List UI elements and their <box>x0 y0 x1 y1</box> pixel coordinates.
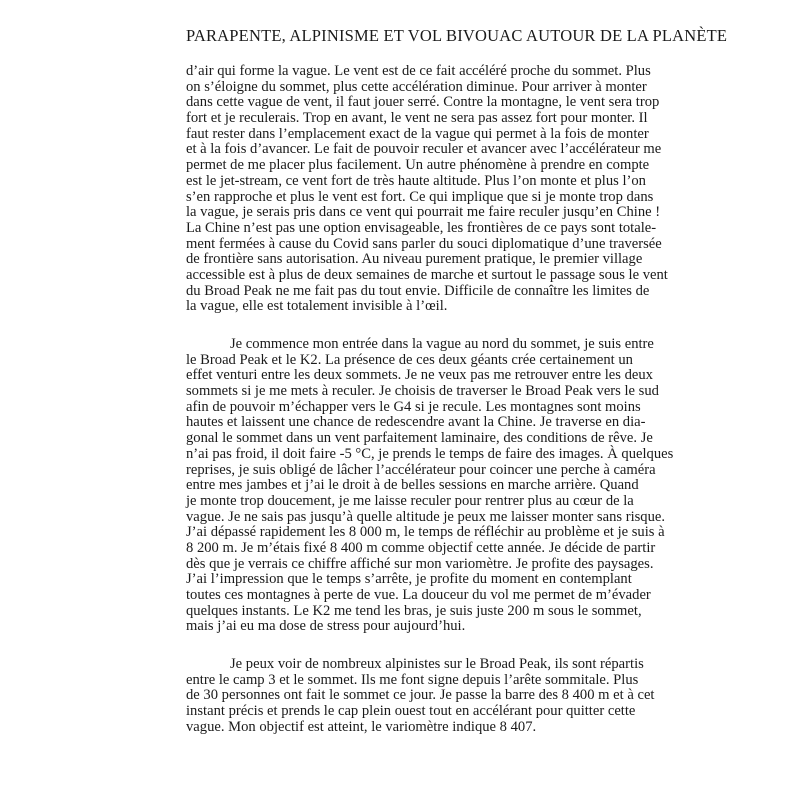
text-line: du Broad Peak ne me fait pas du tout envie. Difficile de connaître les limites de <box>186 282 650 299</box>
text-line: entre mes jambes et j’ai le droit à de belles sessions en marche arrière. Quand <box>186 477 639 494</box>
text-line: instant précis et prends le cap plein ouest tout en accélérant pour quitter cette <box>186 703 636 720</box>
text-line: de frontière sans autorisation. Au niveau purement pratique, le premier village <box>186 251 643 268</box>
text-line: le Broad Peak et le K2. La présence de ces deux géants crée certainement un <box>186 351 633 368</box>
text-line: d’air qui forme la vague. Le vent est de ce fait accéléré proche du sommet. Plus <box>186 63 651 79</box>
text-line: je monte trop doucement, je me laisse reculer pour rentrer plus au cœur de la <box>186 492 634 509</box>
text-line: fort et je reculerais. Trop en avant, le vent ne sera pas assez fort pour monter. Il <box>186 110 648 127</box>
running-header: PARAPENTE, ALPINISME ET VOL BIVOUAC AUTOUR DE LA PLANÈTE <box>186 26 728 45</box>
paragraph <box>186 336 674 635</box>
text-line: Je commence mon entrée dans la vague au nord du sommet, je suis entre <box>230 336 654 352</box>
text-line: faut rester dans l’emplacement exact de la vague qui permet à la fois de monter <box>186 125 649 142</box>
text-line: on s’éloigne du sommet, plus cette accélération diminue. Pour arriver à monter <box>186 78 647 95</box>
text-line: J’ai l’impression que le temps s’arrête, je profite du moment en contemplant <box>186 571 632 588</box>
text-line: de 30 personnes ont fait le sommet ce jour. Je passe la barre des 8 400 m et à cet <box>186 687 655 704</box>
text-line: accessible est à plus de deux semaines de marche et surtout le passage sous le vent <box>186 266 668 283</box>
text-line: dans cette vague de vent, il faut jouer serré. Contre la montagne, le vent sera trop <box>186 94 660 111</box>
text-line: 8 200 m. Je m’étais fixé 8 400 m comme objectif cette année. Je décide de partir <box>186 539 656 556</box>
text-line: Je peux voir de nombreux alpinistes sur le Broad Peak, ils sont répartis <box>230 656 644 673</box>
text-line: sommets si je me mets à reculer. Je choisis de traverser le Broad Peak vers le sud <box>186 383 659 400</box>
text-line: mais j’ai eu ma dose de stress pour aujourd’hui. <box>186 618 466 635</box>
text-line: reprises, je suis obligé de lâcher l’accélérateur pour coincer une perche à caméra <box>186 461 656 478</box>
text-line: dès que je verrais ce chiffre affiché sur mon variomètre. Je profite des paysages. <box>186 555 654 572</box>
text-line: La Chine n’est pas une option envisageable, les frontières de ce pays sont totale- <box>186 219 657 236</box>
paragraph <box>186 63 668 315</box>
text-line: toutes ces montagnes à perte de vue. La douceur du vol me permet de m’évader <box>186 587 651 603</box>
text-line: la vague, je serais pris dans ce vent qui pourrait me faire reculer jusqu’en Chine ! <box>186 204 661 221</box>
text-line: n’ai pas froid, il doit faire -5 °C, je prends le temps de faire des images. À quelques <box>186 445 674 462</box>
text-line: quelques instants. Le K2 me tend les bras, je suis juste 200 m sous le sommet, <box>186 602 642 619</box>
text-line: afin de pouvoir m’échapper vers le G4 si je recule. Les montagnes sont moins <box>186 398 641 415</box>
text-line: ment fermées à cause du Covid sans parler du souci diplomatique d’une traversée <box>186 235 662 252</box>
text-line: entre le camp 3 et le sommet. Ils me font signe depuis l’arête sommitale. Plus <box>186 671 639 688</box>
text-line: J’ai dépassé rapidement les 8 000 m, le temps de réfléchir au problème et je suis à <box>186 524 665 541</box>
paragraph <box>186 656 655 735</box>
body-text <box>186 63 674 736</box>
text-line: et à la fois d’avancer. Le fait de pouvoir reculer et avancer avec l’accélérateur me <box>186 141 662 158</box>
text-line: s’en rapproche et plus le vent est fort. Ce qui implique que si je monte trop dans <box>186 188 654 205</box>
text-line: effet venturi entre les deux sommets. Je ne veux pas me retrouver entre les deux <box>186 367 653 384</box>
text-line: gonal le sommet dans un vent parfaitement laminaire, des conditions de rêve. Je <box>186 430 653 447</box>
text-line: la vague, elle est totalement invisible à l’œil. <box>186 298 448 315</box>
paragraph-gap <box>186 635 616 657</box>
text-line: vague. Je ne sais pas jusqu’à quelle altitude je peux me laisser monter sans risque. <box>186 508 666 525</box>
text-line: hautes et laissent une chance de redescendre avant la Chine. Je traverse en dia- <box>186 414 646 431</box>
paragraph-gap <box>186 315 616 337</box>
text-line: vague. Mon objectif est atteint, le variomètre indique 8 407. <box>186 718 537 735</box>
text-line: permet de me placer plus facilement. Un autre phénomène à prendre en compte <box>186 157 650 174</box>
text-line: est le jet-stream, ce vent fort de très haute altitude. Plus l’on monte et plus l’on <box>186 172 646 189</box>
